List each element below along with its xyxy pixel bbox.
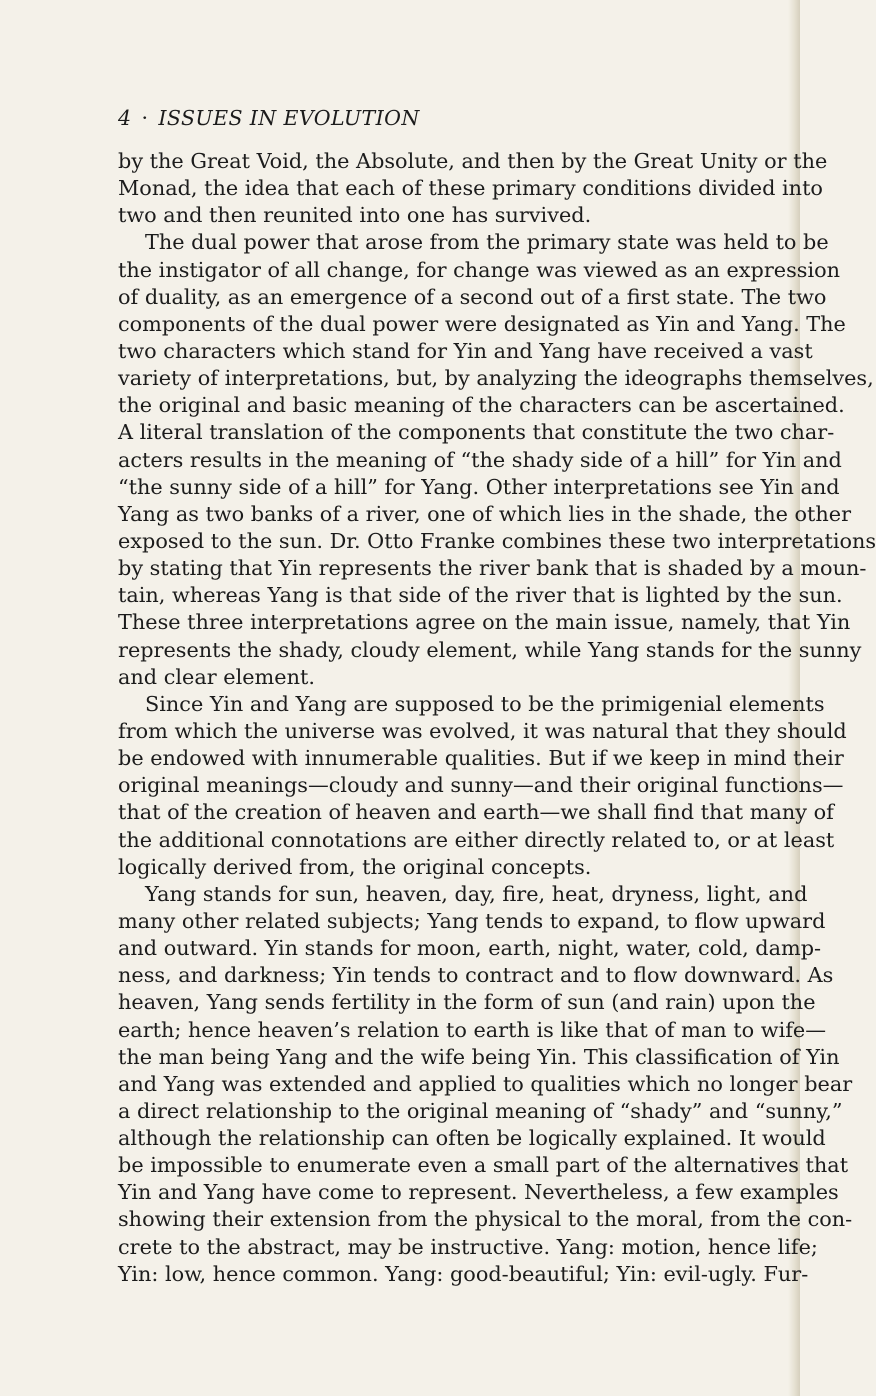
text-line: logically derived from, the original concepts. xyxy=(118,854,592,879)
text-line: and outward. Yin stands for moon, earth, night, water, cold, damp- xyxy=(118,936,822,961)
text-line: Yin: low, hence common. Yang: good-beautiful; Yin: evil-ugly. Fur- xyxy=(118,1261,809,1286)
text-line: be impossible to enumerate even a small part of the alternatives that xyxy=(118,1153,849,1178)
text-line: original meanings—cloudy and sunny—and their original functions— xyxy=(118,773,844,798)
text-line: heaven, Yang sends fertility in the form of sun (and rain) upon the xyxy=(118,990,816,1015)
text-line: acters results in the meaning of “the shady side of a hill” for Yin and xyxy=(118,447,842,472)
body-text xyxy=(118,148,876,1288)
text-line: and clear element. xyxy=(118,664,315,689)
text-line: be endowed with innumerable qualities. But if we keep in mind their xyxy=(118,746,844,771)
text-line: many other related subjects; Yang tends to expand, to flow upward xyxy=(118,908,826,933)
text-line: Since Yin and Yang are supposed to be the primigenial elements xyxy=(145,691,825,716)
text-line: the man being Yang and the wife being Yin. This classification of Yin xyxy=(118,1044,840,1069)
text-line: although the relationship can often be logically explained. It would xyxy=(118,1126,826,1151)
running-head xyxy=(118,106,420,130)
text-line: the instigator of all change, for change was viewed as an expression xyxy=(118,257,841,282)
text-line: ness, and darkness; Yin tends to contract and to flow downward. As xyxy=(118,963,834,988)
text-line: Yang stands for sun, heaven, day, fire, heat, dryness, light, and xyxy=(145,881,808,906)
text-line: crete to the abstract, may be instructive. Yang: motion, hence life; xyxy=(118,1234,818,1259)
text-line: and Yang was extended and applied to qualities which no longer bear xyxy=(118,1071,853,1096)
text-line: variety of interpretations, but, by analyzing the ideographs themselves, xyxy=(118,366,874,391)
text-line: These three interpretations agree on the main issue, namely, that Yin xyxy=(118,610,851,635)
text-line: Yin and Yang have come to represent. Nevertheless, a few examples xyxy=(118,1180,839,1205)
text-line: from which the universe was evolved, it was natural that they should xyxy=(118,718,847,743)
text-line: of duality, as an emergence of a second out of a first state. The two xyxy=(118,284,827,309)
text-line: the additional connotations are either directly related to, or at least xyxy=(118,827,835,852)
text-line: components of the dual power were designated as Yin and Yang. The xyxy=(118,311,846,336)
text-line: by stating that Yin represents the river bank that is shaded by a moun- xyxy=(118,556,867,581)
text-line: earth; hence heaven’s relation to earth is like that of man to wife— xyxy=(118,1017,827,1042)
text-line: tain, whereas Yang is that side of the river that is lighted by the sun. xyxy=(118,583,843,608)
text-line: “the sunny side of a hill” for Yang. Other interpretations see Yin and xyxy=(118,474,840,499)
text-line: Yang as two banks of a river, one of which lies in the shade, the other xyxy=(118,501,852,526)
text-line: The dual power that arose from the primary state was held to be xyxy=(145,230,829,255)
text-line: represents the shady, cloudy element, while Yang stands for the sunny xyxy=(118,637,862,662)
text-line: that of the creation of heaven and earth—we shall find that many of xyxy=(118,800,834,825)
text-line: by the Great Void, the Absolute, and then by the Great Unity or the xyxy=(118,149,828,173)
text-line: the original and basic meaning of the characters can be ascertained. xyxy=(118,393,845,418)
text-line: two and then reunited into one has survived. xyxy=(118,203,592,228)
running-head-separator: · xyxy=(141,106,149,130)
running-head-title: ISSUES IN EVOLUTION xyxy=(158,106,420,130)
text-line: Monad, the idea that each of these primary conditions divided into xyxy=(118,176,823,201)
text-line: exposed to the sun. Dr. Otto Franke combines these two interpretations xyxy=(118,528,876,553)
text-line: A literal translation of the components that constitute the two char- xyxy=(118,420,835,445)
page-number: 4 xyxy=(118,106,132,130)
text-line: showing their extension from the physical to the moral, from the con- xyxy=(118,1207,853,1232)
text-line: two characters which stand for Yin and Yang have received a vast xyxy=(118,338,813,363)
text-line: a direct relationship to the original meaning of “shady” and “sunny,” xyxy=(118,1098,843,1123)
